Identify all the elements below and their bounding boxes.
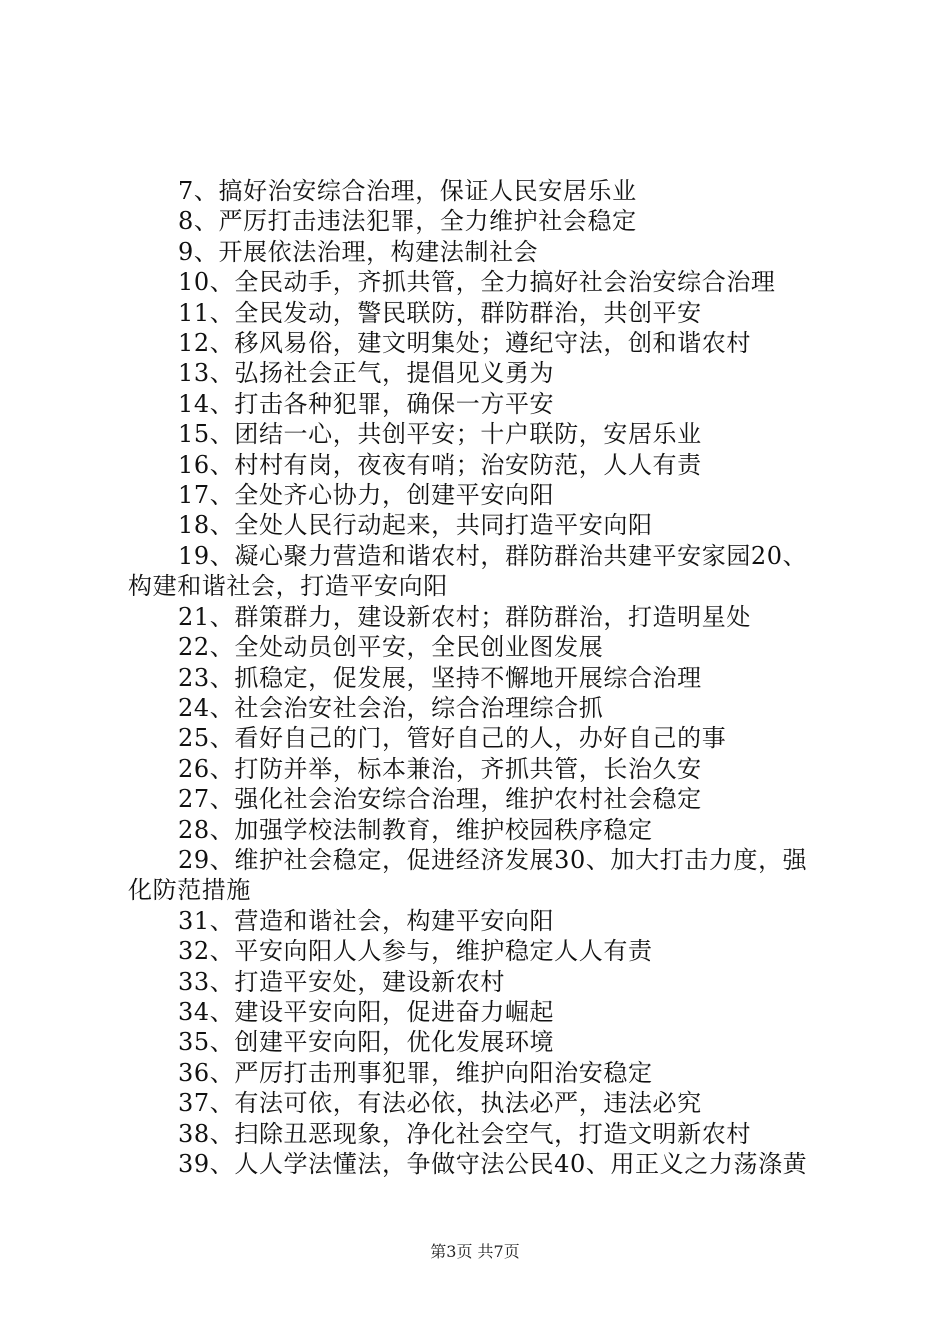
slogan-line-19: 19、凝心聚力营造和谐农村，群防群治共建平安家园20、 <box>178 541 808 570</box>
slogan-line-21: 21、群策群力，建设新农村；群防群治，打造明星处 <box>178 602 751 631</box>
slogan-line-36: 36、严厉打击刑事犯罪，维护向阳治安稳定 <box>178 1058 653 1087</box>
slogan-line-14: 14、打击各种犯罪，确保一方平安 <box>178 389 555 418</box>
slogan-line-28: 28、加强学校法制教育，维护校园秩序稳定 <box>178 815 653 844</box>
slogan-line-8: 8、严厉打击违法犯罪，全力维护社会稳定 <box>178 207 637 236</box>
slogan-line-17: 17、全处齐心协力，创建平安向阳 <box>178 481 555 510</box>
slogan-line-34: 34、建设平安向阳，促进奋力崛起 <box>178 997 555 1026</box>
slogan-line-30-continued: 化防范措施 <box>128 876 251 905</box>
page-number-footer: 第3页 共7页 <box>430 1242 520 1261</box>
slogan-line-15: 15、团结一心，共创平安；十户联防，安居乐业 <box>178 420 702 449</box>
slogan-line-16: 16、村村有岗，夜夜有哨；治安防范，人人有责 <box>178 450 702 479</box>
slogan-line-37: 37、有法可依，有法必依，执法必严，违法必究 <box>178 1089 702 1118</box>
slogan-line-32: 32、平安向阳人人参与，维护稳定人人有责 <box>178 937 653 966</box>
slogan-line-20-continued: 构建和谐社会，打造平安向阳 <box>128 572 448 601</box>
slogan-line-23: 23、抓稳定，促发展，坚持不懈地开展综合治理 <box>178 663 702 692</box>
slogan-line-29: 29、维护社会稳定，促进经济发展30、加大打击力度，强 <box>178 845 808 874</box>
slogan-list <box>128 176 848 1179</box>
slogan-line-22: 22、全处动员创平安，全民创业图发展 <box>178 633 604 662</box>
slogan-line-9: 9、开展依法治理，构建法制社会 <box>178 237 539 266</box>
slogan-line-24: 24、社会治安社会治，综合治理综合抓 <box>178 693 604 722</box>
slogan-line-31: 31、营造和谐社会，构建平安向阳 <box>178 906 555 935</box>
slogan-line-26: 26、打防并举，标本兼治，齐抓共管，长治久安 <box>178 754 702 783</box>
slogan-line-13: 13、弘扬社会正气，提倡见义勇为 <box>178 359 555 388</box>
slogan-line-38: 38、扫除丑恶现象，净化社会空气，打造文明新农村 <box>178 1119 751 1148</box>
slogan-line-18: 18、全处人民行动起来，共同打造平安向阳 <box>178 511 653 540</box>
slogan-line-7: 7、搞好治安综合治理，保证人民安居乐业 <box>178 177 637 205</box>
slogan-line-33: 33、打造平安处，建设新农村 <box>178 967 505 996</box>
slogan-line-10: 10、全民动手，齐抓共管，全力搞好社会治安综合治理 <box>178 268 776 297</box>
slogan-line-12: 12、移风易俗，建文明集处；遵纪守法，创和谐农村 <box>178 329 751 358</box>
slogan-line-35: 35、创建平安向阳，优化发展环境 <box>178 1028 555 1057</box>
slogan-line-25: 25、看好自己的门，管好自己的人，办好自己的事 <box>178 724 727 753</box>
slogan-line-11: 11、全民发动，警民联防，群防群治，共创平安 <box>178 298 702 327</box>
slogan-line-39: 39、人人学法懂法，争做守法公民40、用正义之力荡涤黄 <box>178 1150 808 1178</box>
slogan-line-27: 27、强化社会治安综合治理，维护农村社会稳定 <box>178 785 702 814</box>
